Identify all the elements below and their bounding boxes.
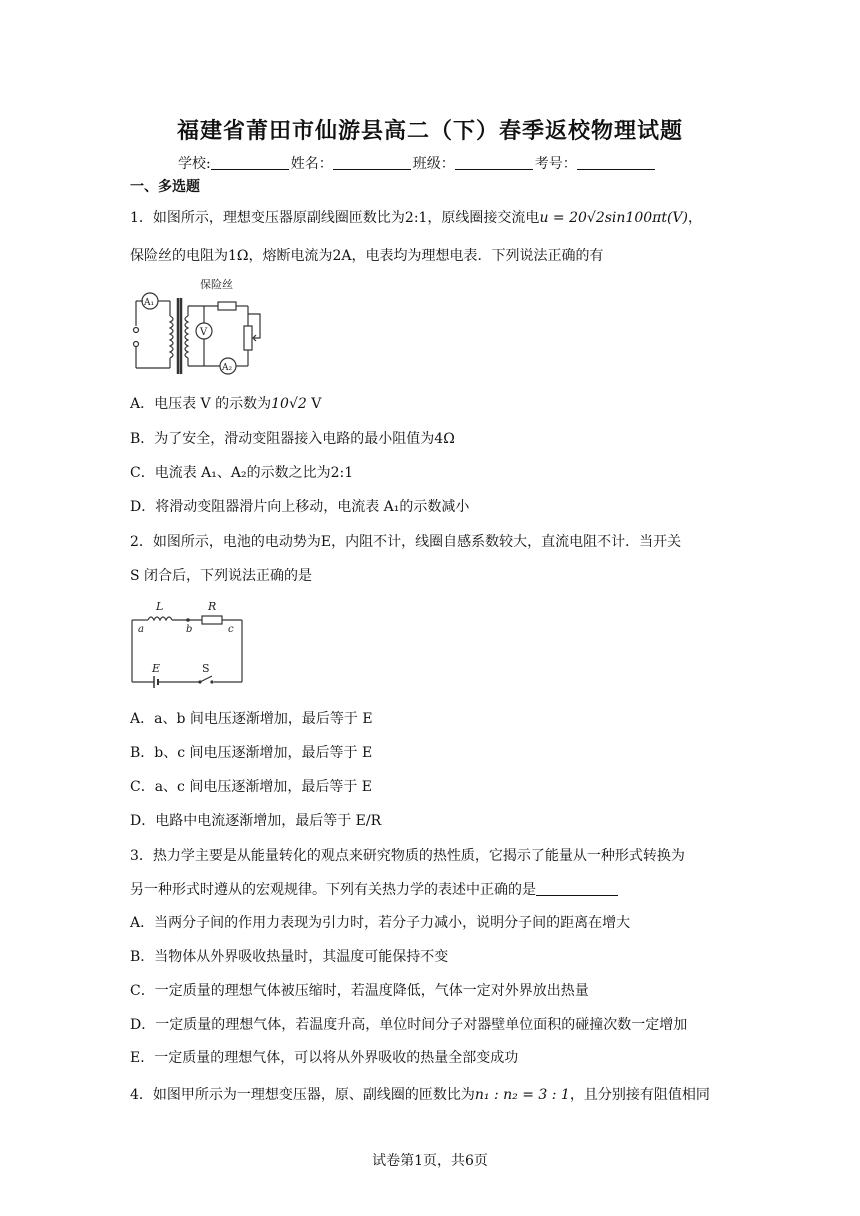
q2-stem-line1: 2．如图所示，电池的电动势为E，内阻不计，线圈自感系数较大，直流电阻不计．当开关 [130, 534, 682, 550]
fuse-label: 保险丝 [200, 278, 233, 291]
q1-stem-line2: 保险丝的电阻为1Ω，熔断电流为2A，电表均为理想电表．下列说法正确的有 [130, 248, 604, 264]
voltmeter-label: V [200, 327, 208, 338]
exam-no-field[interactable] [577, 155, 655, 170]
q3-option-d[interactable]: D．一定质量的理想气体，若温度升高，单位时间分子对器壁单位面积的碰撞次数一定增加 [130, 1017, 688, 1033]
class-label: 班级： [412, 156, 455, 172]
q2-option-c[interactable]: C．a、c 间电压逐渐增加，最后等于 E [130, 779, 373, 795]
q2-option-b[interactable]: B．b、c 间电压逐渐增加，最后等于 E [130, 745, 373, 761]
q1-option-c[interactable]: C．电流表 A₁、A₂的示数之比为2:1 [130, 465, 354, 481]
q3-option-c[interactable]: C．一定质量的理想气体被压缩时，若温度降低，气体一定对外界放出热量 [130, 983, 589, 999]
q3-answer-blank[interactable] [536, 881, 618, 896]
q1-option-b[interactable]: B．为了安全，滑动变阻器接入电路的最小阻值为4Ω [130, 431, 455, 447]
q3-stem-line2: 另一种形式时遵从的宏观规律。下列有关热力学的表述中正确的是 [130, 880, 618, 900]
page-title: 福建省莆田市仙游县高二（下）春季返校物理试题 [176, 118, 683, 144]
battery-label: E [152, 662, 161, 675]
q3-option-e[interactable]: E．一定质量的理想气体，可以将从外界吸收的热量全部变成功 [130, 1050, 519, 1066]
point-c-label: c [228, 624, 234, 635]
name-label: 姓名： [290, 156, 333, 172]
q3-option-b[interactable]: B．当物体从外界吸收热量时，其温度可能保持不变 [130, 949, 449, 965]
exam-no-label: 考号： [534, 156, 577, 172]
q2-stem-line2: S 闭合后，下列说法正确的是 [130, 568, 313, 584]
q1-stem-line1: 1．如图所示，理想变压器原副线圈匝数比为2:1，原线圈接交流电u = 20√2sin100πt(V)， [130, 210, 702, 226]
ammeter-a2-label: A₂ [222, 363, 233, 373]
school-field[interactable] [211, 155, 289, 170]
q1-option-a[interactable]: A．电压表 V 的示数为10√2 V [130, 396, 322, 412]
point-b-label: b [186, 624, 193, 635]
class-field[interactable] [455, 155, 533, 170]
q2-option-a[interactable]: A．a、b 间电压逐渐增加，最后等于 E [130, 711, 373, 727]
page-footer: 试卷第1页，共6页 [372, 1153, 488, 1169]
ammeter-a1-label: A₁ [144, 298, 155, 308]
q2-option-d[interactable]: D．电路中电流逐渐增加，最后等于 E/R [130, 813, 382, 829]
name-field[interactable] [333, 155, 411, 170]
q3-option-a[interactable]: A．当两分子间的作用力表现为引力时，若分子力减小，说明分子间的距离在增大 [130, 915, 631, 931]
school-label: 学校: [178, 156, 211, 172]
q3-stem-line1: 3．热力学主要是从能量转化的观点来研究物质的热性质，它揭示了能量从一种形式转换为 [130, 848, 685, 864]
student-info [178, 153, 657, 173]
q4-stem-line1: 4．如图甲所示为一理想变压器，原、副线圈的匝数比为n₁ : n₂ = 3 : 1，且分别接有阻值相同 [130, 1087, 710, 1103]
lr-circuit-figure [128, 598, 248, 688]
transformer-circuit-figure [128, 276, 280, 381]
inductor-label: L [156, 600, 164, 613]
resistor-label: R [208, 600, 217, 613]
point-a-label: a [138, 624, 144, 635]
switch-label: S [202, 662, 210, 675]
q1-formula: u = 20√2sin100πt(V) [539, 210, 688, 226]
section-heading: 一、多选题 [130, 179, 200, 195]
q1-option-d[interactable]: D．将滑动变阻器滑片向上移动，电流表 A₁的示数减小 [130, 499, 470, 515]
q4-formula: n₁ : n₂ = 3 : 1 [474, 1087, 570, 1103]
